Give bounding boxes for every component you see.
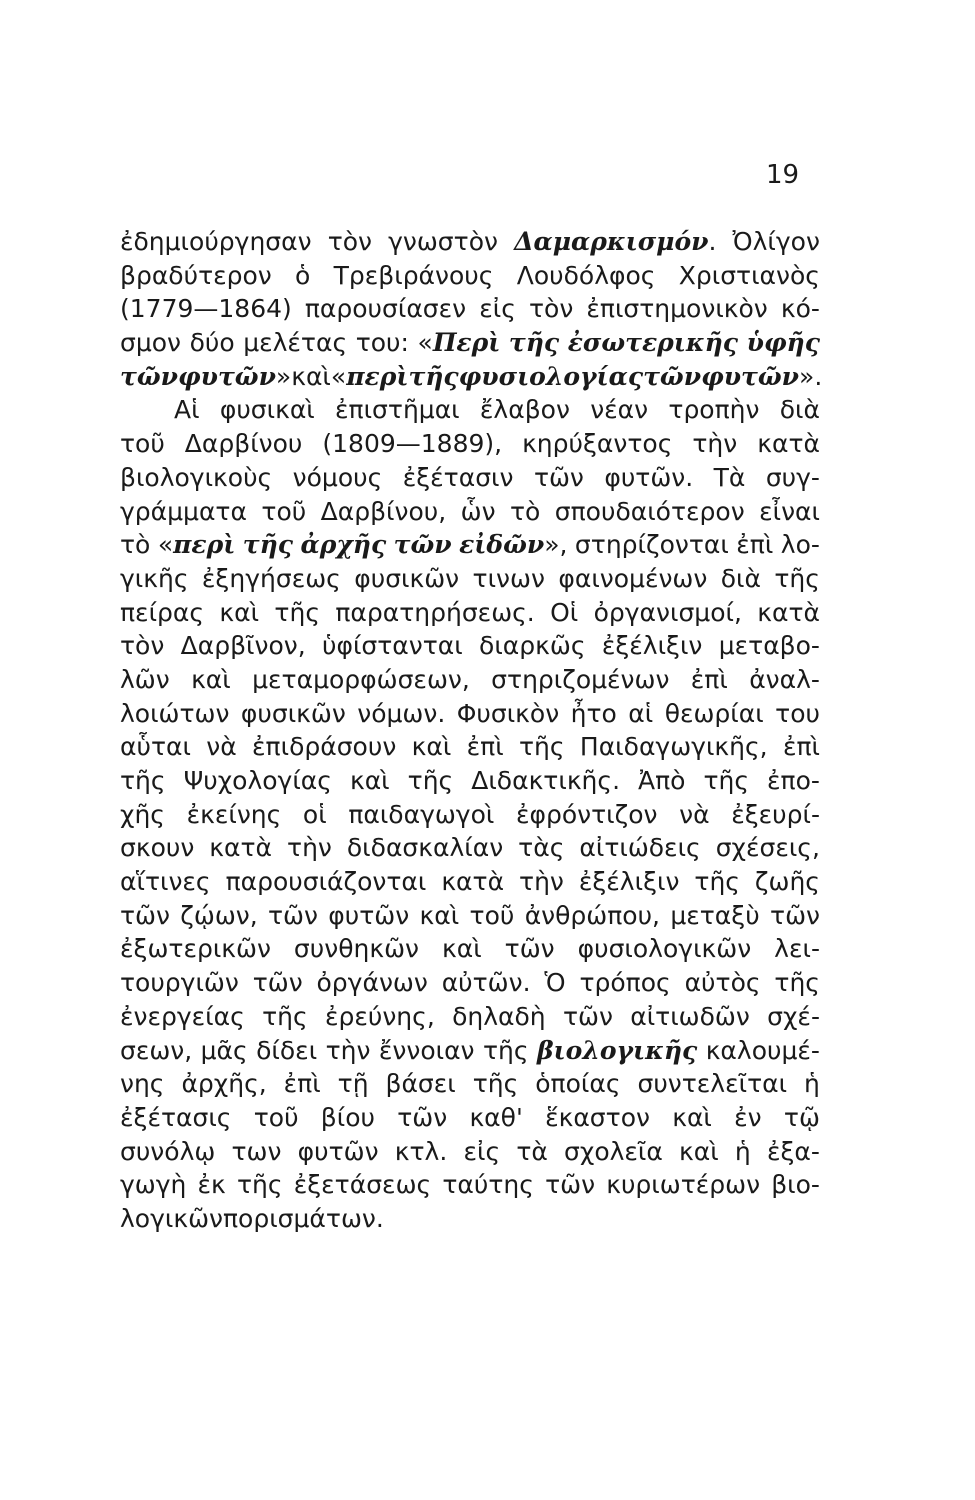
- word: καθ': [469, 1102, 523, 1132]
- text-line: [120, 1135, 820, 1169]
- word: ζῴων,: [180, 900, 258, 930]
- word: μεταβο-: [718, 631, 820, 661]
- text-line: [120, 225, 820, 259]
- word: καὶ: [219, 597, 260, 627]
- word: πείρας: [120, 597, 205, 627]
- word: βραδύτερον: [120, 260, 272, 290]
- word: τὴν: [519, 867, 564, 897]
- text-line: [120, 764, 820, 798]
- word: γράμματα: [120, 496, 247, 526]
- word: παρουσιάζονται: [225, 867, 427, 897]
- word: σμον: [120, 328, 182, 358]
- word: ἐκείνης: [186, 799, 282, 829]
- word: κατὰ: [757, 429, 820, 459]
- word: ἐφρόντιζον: [515, 799, 658, 829]
- word: μᾶς: [200, 1035, 248, 1065]
- word: ὀργανισμοί,: [593, 597, 742, 627]
- word: εἰς: [463, 1136, 501, 1166]
- word: των: [231, 1136, 282, 1166]
- word: ἐπὶ: [690, 664, 728, 694]
- word: φυτῶν»: [177, 361, 292, 391]
- word: ἐσωτερικῆς: [567, 328, 739, 358]
- word: ταύτης: [442, 1170, 534, 1200]
- word: συγ-: [765, 462, 820, 492]
- word: τῆς: [262, 1001, 308, 1031]
- word: δίδει: [256, 1035, 318, 1065]
- word: τῆς: [120, 766, 166, 795]
- word: τρόπος: [579, 968, 671, 998]
- word: αὐτῶν.: [441, 968, 531, 998]
- word: λῶν: [120, 664, 170, 694]
- word: συνόλῳ: [120, 1136, 216, 1166]
- word: ἀναλ-: [749, 664, 820, 694]
- text-line: [120, 865, 820, 899]
- word: ἐπιδράσουν: [252, 732, 397, 762]
- word: νέαν: [590, 395, 649, 425]
- text-line: [120, 461, 820, 495]
- word: τὸ: [509, 496, 541, 526]
- word: βιο-: [771, 1170, 820, 1200]
- word: φαινομένων: [558, 563, 708, 593]
- text-line: [120, 697, 820, 731]
- word: τὸν: [528, 294, 574, 324]
- word: συνθηκῶν: [293, 934, 419, 964]
- body-text: [120, 225, 823, 1236]
- word: τῇ: [337, 1069, 369, 1099]
- word: διαρκῶς: [479, 631, 586, 661]
- word: λει-: [774, 934, 820, 964]
- text-line: [120, 1168, 820, 1202]
- word: ἐξέτασιν: [402, 462, 514, 492]
- word: ἐξηγήσεως: [201, 563, 341, 593]
- word: τοῦ: [253, 1102, 299, 1132]
- word: τῷ: [783, 1102, 820, 1132]
- text-line: [120, 495, 820, 529]
- word: νὰ: [206, 732, 237, 762]
- word: τὸ: [120, 530, 151, 560]
- word: μεταξὺ: [670, 900, 760, 930]
- word: φυσιολογικῶν: [577, 934, 752, 964]
- word: τῶν: [545, 1170, 596, 1200]
- word: τῆς: [472, 1069, 519, 1099]
- word: ἔλαβον: [479, 395, 570, 425]
- word: καὶ: [411, 732, 452, 762]
- word: κηρύξαντος: [522, 429, 673, 459]
- word: νης: [120, 1069, 165, 1099]
- word: ἀρχῆς: [300, 530, 387, 560]
- text-line: [120, 393, 820, 427]
- word: διὰ: [779, 395, 820, 425]
- word: τῆς: [242, 530, 294, 560]
- text-line: [120, 1202, 820, 1236]
- text-line: [120, 292, 820, 326]
- word: ἐπο-: [767, 766, 820, 795]
- page-number: 19: [766, 160, 800, 190]
- word: φυσικῶν: [240, 698, 346, 728]
- word: τὰ: [516, 1136, 548, 1166]
- word: Αἱ: [174, 395, 200, 425]
- word: τῆς: [694, 867, 740, 897]
- word: δηλαδὴ: [452, 1001, 546, 1031]
- word: τινων: [472, 563, 545, 593]
- text-line: [120, 966, 820, 1000]
- word: ἐπὶ: [466, 732, 504, 762]
- word: τὸν: [327, 227, 372, 256]
- word: ἐπὶ: [782, 732, 820, 762]
- word: ἐρεύνης,: [324, 1001, 435, 1031]
- word: νόμους: [292, 462, 383, 492]
- word: Οἱ: [550, 597, 579, 627]
- text-line: [120, 1034, 820, 1068]
- text-line: [120, 798, 820, 832]
- word: τῶν: [252, 968, 303, 998]
- word: καὶ: [419, 900, 460, 930]
- word: φυτῶν».: [701, 361, 823, 391]
- word: πορισμάτων.: [222, 1203, 384, 1233]
- word: Χριστιανὸς: [678, 260, 820, 290]
- word: λογικῶν: [120, 1203, 223, 1233]
- word: στηρίζονται: [574, 530, 729, 560]
- word: ἐν: [734, 1102, 762, 1132]
- text-line: [120, 629, 820, 663]
- text-line: [120, 562, 820, 596]
- word: φυσικῶν: [354, 563, 460, 593]
- word: Δαρβίνου: [184, 429, 303, 459]
- word: του: [775, 698, 820, 728]
- word: ὁ: [295, 260, 311, 290]
- word: ἕκαστον: [545, 1102, 650, 1132]
- word: σεων,: [120, 1035, 193, 1065]
- word: τῶν: [643, 361, 702, 391]
- word: ἐδημιούργησαν: [120, 227, 312, 256]
- word: κατὰ: [441, 867, 505, 897]
- word: ὑφῆς: [746, 328, 820, 358]
- word: ἐξέλιξιν: [578, 867, 680, 897]
- word: βίου: [320, 1102, 375, 1132]
- word: φυσικαὶ: [219, 395, 315, 425]
- text-line: [120, 1101, 820, 1135]
- word: «περὶ: [330, 361, 409, 391]
- word: καὶ: [291, 361, 331, 391]
- word: αἱ: [628, 698, 654, 728]
- word: σχέσεις,: [715, 833, 820, 863]
- word: χῆς: [120, 799, 165, 829]
- word: (1809—1889),: [322, 429, 503, 459]
- word: καὶ: [441, 934, 482, 964]
- word: λοιώτων: [120, 698, 230, 728]
- word: κυριωτέρων: [606, 1170, 761, 1200]
- word: τῆς: [703, 766, 750, 795]
- word: ἀρχῆς,: [181, 1069, 267, 1099]
- word: τὴν: [692, 429, 738, 459]
- word: τὴν: [325, 1035, 371, 1065]
- word: τῆς: [482, 1035, 529, 1065]
- word: βιολογικοὺς: [120, 462, 273, 492]
- word: ἐπιστημονικὸν: [586, 294, 768, 324]
- word: θεωρίαι: [664, 698, 764, 728]
- word: Ὁ: [544, 968, 566, 998]
- word: συντελεῖται: [637, 1069, 788, 1099]
- word: σχέ-: [767, 1001, 820, 1031]
- word: τῶν: [397, 1102, 448, 1132]
- word: τῶν: [268, 900, 318, 930]
- word: σκουν: [120, 833, 195, 863]
- word: Δαρβῖνον,: [180, 631, 306, 661]
- word: βάσει: [385, 1069, 456, 1099]
- word: τοῦ: [469, 900, 515, 930]
- word: κό-: [780, 294, 820, 324]
- word: δύο: [189, 328, 235, 358]
- word: ἐπὶ: [736, 530, 774, 560]
- word: τῆς: [774, 563, 820, 593]
- word: διὰ: [720, 563, 761, 593]
- word: ἐνεργείας: [120, 1001, 245, 1031]
- word: φυσιολογίας: [458, 361, 644, 391]
- word: αὐτὸς: [684, 968, 761, 998]
- word: κατὰ: [757, 597, 820, 627]
- word: τῆς: [407, 766, 454, 795]
- word: τῶν: [504, 934, 555, 964]
- word: τουργιῶν: [120, 968, 239, 998]
- word: Τὰ: [713, 462, 746, 492]
- word: Λουδόλφος: [516, 260, 656, 290]
- word: τῶν: [393, 530, 452, 560]
- word: αὗται: [120, 732, 191, 762]
- word: τῶν: [562, 1001, 613, 1031]
- word: τῆς: [236, 1170, 283, 1200]
- word: παρουσίασεν: [304, 294, 467, 324]
- word: Διδακτικῆς.: [471, 766, 621, 795]
- word: ἡ: [734, 1136, 751, 1166]
- word: Ὀλίγον: [732, 227, 820, 256]
- word: τῆς: [774, 968, 820, 998]
- word: φυτῶν: [328, 900, 410, 930]
- word: ἡ: [804, 1069, 820, 1099]
- word: Ἀπὸ: [638, 766, 686, 795]
- text-line: [120, 730, 820, 764]
- word: νὰ: [679, 799, 710, 829]
- word: διδασκαλίαν: [346, 833, 504, 863]
- word: ὑφίστανται: [321, 631, 463, 661]
- word: φυτῶν: [297, 1136, 379, 1166]
- word: τοῦ: [261, 496, 307, 526]
- text-line: [120, 528, 820, 562]
- text-line: [120, 1000, 820, 1034]
- word: ἐξευρί-: [731, 799, 820, 829]
- word: ἔννοιαν: [378, 1035, 475, 1065]
- word: ἐξέλιξιν: [601, 631, 703, 661]
- word: ἐξετάσεως: [293, 1170, 432, 1200]
- word: τῶν: [120, 900, 170, 930]
- word: μελέτας: [243, 328, 348, 358]
- text-line: [120, 596, 820, 630]
- word: φυτῶν.: [604, 462, 694, 492]
- word: του:: [355, 328, 409, 358]
- word: ἐξέτασις: [120, 1102, 232, 1132]
- word: τῆς: [408, 361, 459, 391]
- word: εἶναι: [759, 496, 820, 526]
- word: τοῦ: [120, 429, 165, 459]
- word: ὧν: [460, 496, 496, 526]
- word: Δαμαρκισμόν.: [514, 227, 717, 256]
- word: τῆς: [274, 597, 320, 627]
- word: κτλ.: [394, 1136, 448, 1166]
- word: ἦτο: [570, 698, 617, 728]
- text-line: [120, 427, 820, 461]
- word: Δαρβίνου,: [320, 496, 447, 526]
- word: παρατηρήσεως.: [335, 597, 535, 627]
- word: ἐπιστῆμαι: [335, 395, 460, 425]
- word: «περὶ: [157, 530, 236, 560]
- text-line: [120, 932, 820, 966]
- word: εἰς: [479, 294, 516, 324]
- word: ὀργάνων: [316, 968, 428, 998]
- word: αἰτιωδῶν: [630, 1001, 750, 1031]
- word: ἐκ: [197, 1170, 226, 1200]
- word: τῶν: [533, 462, 584, 492]
- word: αἵτινες: [120, 867, 211, 897]
- text-line: [120, 360, 823, 394]
- word: τῶν: [120, 361, 178, 391]
- word: «Περὶ: [417, 328, 501, 358]
- word: τὸν: [120, 631, 165, 661]
- word: καλουμέ-: [705, 1035, 820, 1065]
- text-line: [120, 1067, 820, 1101]
- word: ζωῆς: [754, 867, 820, 897]
- word: (1779—1864): [120, 294, 292, 324]
- word: οἱ: [302, 799, 327, 829]
- text-line: [120, 831, 820, 865]
- word: τῆς: [519, 732, 565, 762]
- word: καὶ: [672, 1102, 712, 1132]
- word: τροπὴν: [668, 395, 760, 425]
- text-line: [120, 899, 820, 933]
- word: τῶν: [770, 900, 820, 930]
- word: κατὰ: [209, 833, 273, 863]
- word: γωγὴ: [120, 1170, 187, 1200]
- word: ὁποίας: [535, 1069, 621, 1099]
- word: στηριζομένων: [491, 664, 670, 694]
- word: Φυσικὸν: [456, 698, 560, 728]
- word: βιολογικῆς: [536, 1035, 698, 1065]
- word: ἐξωτερικῶν: [120, 934, 271, 964]
- word: λο-: [780, 530, 820, 560]
- word: Παιδαγωγικῆς,: [579, 732, 768, 762]
- word: τὰς: [518, 833, 565, 863]
- text-line: [120, 259, 820, 293]
- word: Ψυχολογίας: [183, 766, 332, 795]
- word: μεταμορφώσεων,: [252, 664, 470, 694]
- word: καὶ: [679, 1136, 719, 1166]
- word: καὶ: [349, 766, 390, 795]
- word: παιδαγωγοὶ: [348, 799, 495, 829]
- word: σπουδαιότερον: [554, 496, 745, 526]
- word: Τρεβιράνους: [333, 260, 494, 290]
- word: τῆς: [508, 328, 560, 358]
- word: αἰτιώδεις: [579, 833, 701, 863]
- word: γικῆς: [120, 563, 189, 593]
- word: σχολεῖα: [564, 1136, 663, 1166]
- word: νόμων.: [357, 698, 446, 728]
- word: τὴν: [287, 833, 332, 863]
- text-line: [120, 326, 820, 360]
- word: ἐξα-: [766, 1136, 820, 1166]
- word: ἀνθρώπου,: [524, 900, 660, 930]
- word: γνωστὸν: [388, 227, 498, 256]
- text-line: [120, 663, 820, 697]
- word: εἰδῶν»,: [459, 530, 568, 560]
- word: καὶ: [191, 664, 231, 694]
- word: ἐπὶ: [283, 1069, 321, 1099]
